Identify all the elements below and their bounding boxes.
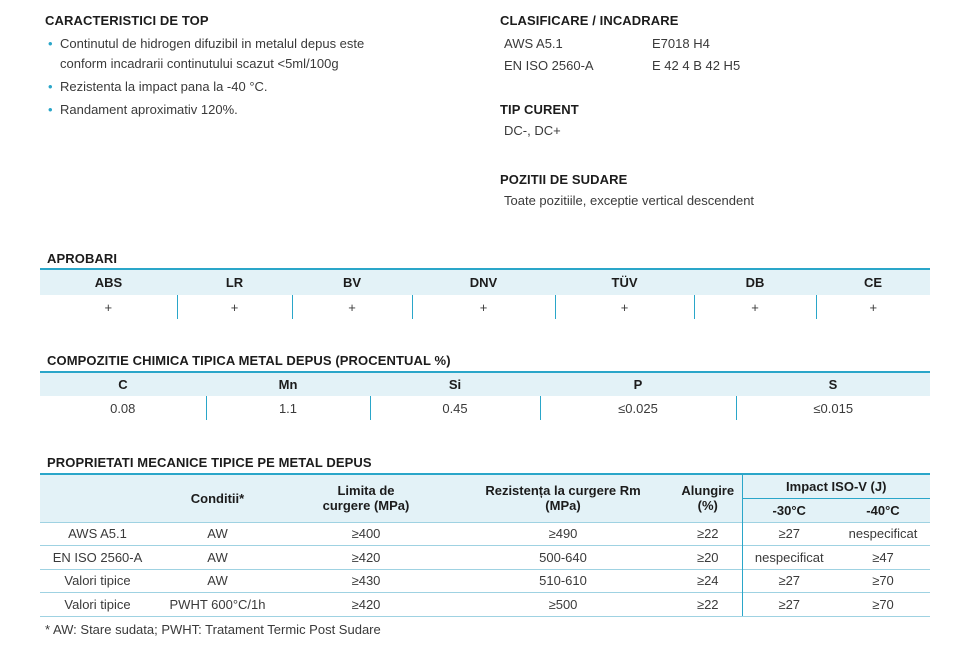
mech-cell-elongation: ≥22 — [674, 522, 742, 546]
approvals-table — [40, 268, 930, 319]
bullet-icon: • — [48, 36, 53, 51]
feature-text: Continutul de hidrogen difuzibil in metalul depus este — [60, 36, 365, 51]
current-type-value: DC-, DC+ — [504, 123, 561, 138]
mech-cell-yield: ≥420 — [280, 593, 452, 617]
mech-cell-impact-40: ≥47 — [836, 546, 930, 570]
approval-header-lr: LR — [177, 269, 292, 295]
classification-std-2: EN ISO 2560-A — [504, 58, 594, 73]
top-features-list — [48, 34, 468, 123]
feature-item-continuation — [48, 54, 468, 74]
mech-cell-impact-40: nespecificat — [836, 522, 930, 546]
chem-header-s: S — [736, 372, 930, 396]
classification-title: CLASIFICARE / INCADRARE — [500, 13, 679, 28]
approval-value: + — [869, 299, 878, 315]
chemistry-table — [40, 371, 930, 420]
mech-cell-conditions: AW — [155, 546, 280, 570]
approval-header-bv: BV — [292, 269, 412, 295]
approval-value: + — [555, 295, 694, 319]
feature-item — [48, 100, 468, 120]
chem-value: 0.45 — [370, 396, 540, 420]
mech-cell-impact-40: ≥70 — [836, 593, 930, 617]
chem-header-mn: Mn — [206, 372, 370, 396]
mech-header-impact-minus30: -30°C — [742, 498, 836, 522]
mech-cell-impact-30: ≥27 — [742, 522, 836, 546]
approval-value: + — [292, 295, 412, 319]
mech-cell-elongation: ≥20 — [674, 546, 742, 570]
feature-item — [48, 34, 468, 54]
approval-header-db: DB — [694, 269, 816, 295]
mech-cell-standard: Valori tipice — [40, 569, 155, 593]
approvals-header-row — [40, 269, 930, 295]
approvals-title: APROBARI — [47, 251, 118, 266]
bullet-icon: • — [48, 79, 53, 94]
mech-cell-conditions: PWHT 600°C/1h — [155, 593, 280, 617]
classification-value-1: E7018 H4 — [652, 36, 710, 51]
mech-cell-tensile: 500-640 — [452, 546, 674, 570]
mech-header-impact-minus40: -40°C — [836, 498, 930, 522]
mech-cell-impact-40: ≥70 — [836, 569, 930, 593]
current-type-title: TIP CURENT — [500, 102, 579, 117]
top-features-title: CARACTERISTICI DE TOP — [45, 13, 209, 28]
mech-cell-impact-30: ≥27 — [742, 593, 836, 617]
approval-header-tuv: TÜV — [555, 269, 694, 295]
table-row — [40, 593, 930, 617]
approval-header-dnv: DNV — [412, 269, 555, 295]
chem-value: 0.08 — [40, 396, 206, 420]
chem-value: ≤0.025 — [540, 396, 736, 420]
footnote: * AW: Stare sudata; PWHT: Tratament Termic Post Sudare — [45, 622, 381, 637]
mech-header-conditions: Conditii* — [155, 474, 280, 522]
chem-value: 1.1 — [206, 396, 370, 420]
mech-cell-tensile: ≥500 — [452, 593, 674, 617]
mech-header-impact: Impact ISO-V (J) — [742, 474, 930, 498]
mech-cell-tensile: ≥490 — [452, 522, 674, 546]
approval-header-ce: CE — [816, 269, 930, 295]
mechanical-table — [40, 473, 930, 617]
feature-item — [48, 77, 468, 97]
approval-value: + — [177, 295, 292, 319]
mech-cell-conditions: AW — [155, 569, 280, 593]
approval-header-abs: ABS — [40, 269, 177, 295]
mech-cell-yield: ≥420 — [280, 546, 452, 570]
chemistry-value-row — [40, 396, 930, 420]
welding-positions-title: POZITII DE SUDARE — [500, 172, 628, 187]
chemistry-title: COMPOZITIE CHIMICA TIPICA METAL DEPUS (PROCENTUAL %) — [47, 353, 451, 368]
mech-header-yield: Limita de curgere (MPa) — [280, 474, 452, 522]
bullet-icon: • — [48, 102, 53, 117]
chem-header-c: C — [40, 372, 206, 396]
approval-value: + — [40, 295, 177, 319]
mech-header-standard — [40, 474, 155, 522]
chemistry-header-row — [40, 372, 930, 396]
approvals-value-row — [40, 295, 930, 319]
welding-positions-value: Toate pozitiile, exceptie vertical descendent — [504, 193, 755, 208]
mech-cell-tensile: 510-610 — [452, 569, 674, 593]
mech-cell-impact-30: ≥27 — [742, 569, 836, 593]
classification-std-1: AWS A5.1 — [504, 36, 563, 51]
classification-value-2: E 42 4 B 42 H5 — [652, 58, 741, 73]
mech-cell-yield: ≥430 — [280, 569, 452, 593]
mech-cell-standard: AWS A5.1 — [40, 522, 155, 546]
chem-header-si: Si — [370, 372, 540, 396]
mechanical-header-row — [40, 474, 930, 498]
table-row — [40, 569, 930, 593]
mech-cell-standard: Valori tipice — [40, 593, 155, 617]
feature-text: Randament aproximativ 120%. — [60, 102, 238, 117]
chem-value: ≤0.015 — [813, 400, 854, 416]
feature-text: conform incadrarii continutului scazut <5ml/100g — [60, 56, 339, 71]
mechanical-title: PROPRIETATI MECANICE TIPICE PE METAL DEPUS — [47, 455, 372, 470]
chem-header-p: P — [540, 372, 736, 396]
mech-cell-impact-30: nespecificat — [742, 546, 836, 570]
approval-value: + — [694, 295, 816, 319]
approval-value: + — [412, 295, 555, 319]
mech-cell-elongation: ≥24 — [674, 569, 742, 593]
table-row — [40, 522, 930, 546]
table-row — [40, 546, 930, 570]
mech-cell-elongation: ≥22 — [674, 593, 742, 617]
mech-cell-conditions: AW — [155, 522, 280, 546]
feature-text: Rezistenta la impact pana la -40 °C. — [60, 79, 268, 94]
mech-cell-yield: ≥400 — [280, 522, 452, 546]
mech-cell-standard: EN ISO 2560-A — [40, 546, 155, 570]
mech-header-elongation: Alungire (%) — [674, 474, 742, 522]
mech-header-tensile: Rezistența la curgere Rm (MPa) — [452, 474, 674, 522]
